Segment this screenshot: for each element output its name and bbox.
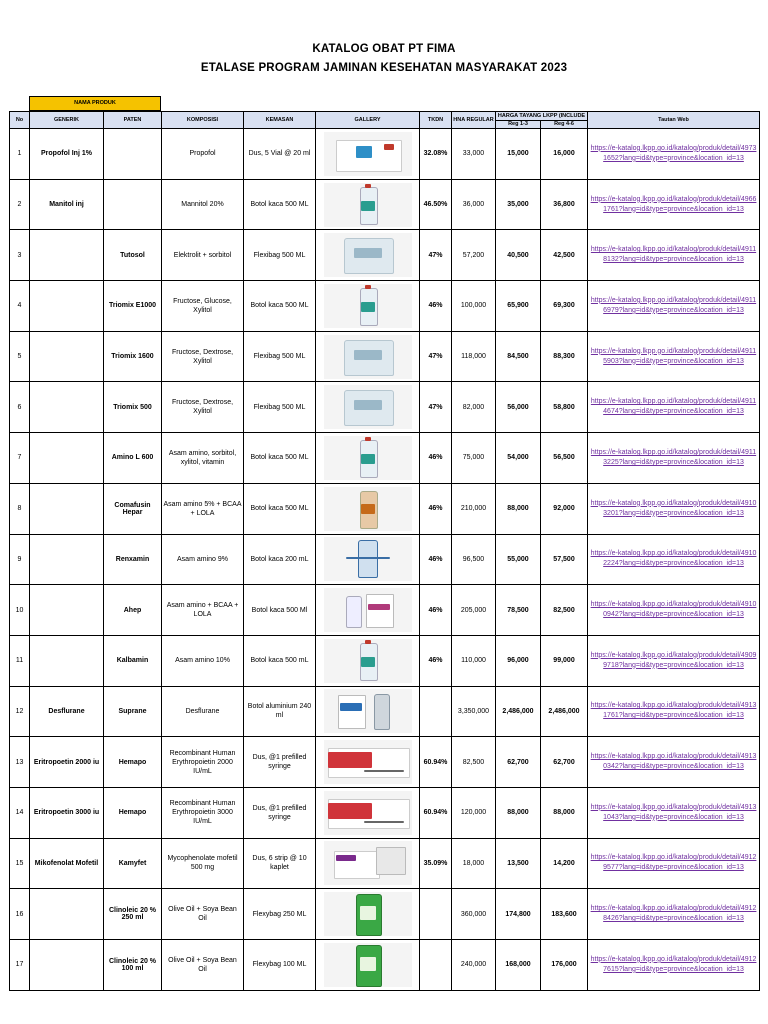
aluminium-bottle-icon [324, 689, 412, 733]
row-paten [104, 129, 162, 180]
vial-box-icon [324, 132, 412, 176]
row-tkdn: 46% [420, 433, 452, 484]
flexibag-icon [324, 233, 412, 277]
row-generik [30, 635, 104, 686]
row-no: 7 [10, 433, 30, 484]
row-tautan-link[interactable] [588, 230, 760, 281]
row-no: 11 [10, 635, 30, 686]
row-tautan-link[interactable] [588, 281, 760, 332]
row-generik [30, 889, 104, 940]
row-hna: 36,000 [452, 179, 496, 230]
row-reg13: 78,500 [496, 585, 541, 636]
row-generik [30, 534, 104, 585]
row-reg46: 88,000 [541, 787, 588, 838]
row-kemasan: Flexibag 500 ML [244, 230, 316, 281]
row-tkdn: 32.08% [420, 129, 452, 180]
row-kemasan: Dus, @1 prefilled syringe [244, 737, 316, 788]
green-bag-icon [324, 943, 412, 987]
row-gallery [316, 585, 420, 636]
row-tkdn: 46% [420, 281, 452, 332]
row-hna: 75,000 [452, 433, 496, 484]
row-paten: Kamyfet [104, 838, 162, 889]
link-text[interactable]: https://e-katalog.lkpp.go.id/katalog/produk/detail/49127615?lang=id&type=province&location_id=13 [590, 955, 757, 973]
row-generik [30, 382, 104, 433]
col-tautan: Tautan Web [588, 112, 760, 129]
link-text[interactable]: https://e-katalog.lkpp.go.id/katalog/produk/detail/49100942?lang=id&type=province&location_id=13 [590, 601, 757, 619]
row-no: 14 [10, 787, 30, 838]
row-reg13: 54,000 [496, 433, 541, 484]
row-paten: Clinoleic 20 % 100 ml [104, 940, 162, 991]
row-kemasan: Botol kaca 500 ML [244, 483, 316, 534]
row-kemasan: Flexybag 100 ML [244, 940, 316, 991]
glass-bottle-icon [324, 183, 412, 227]
row-no: 13 [10, 737, 30, 788]
row-no: 6 [10, 382, 30, 433]
row-gallery [316, 838, 420, 889]
row-kemasan: Dus, 5 Vial @ 20 ml [244, 129, 316, 180]
row-komposisi: Asam amino + BCAA + LOLA [162, 585, 244, 636]
row-gallery [316, 889, 420, 940]
row-reg46: 56,500 [541, 433, 588, 484]
row-no: 3 [10, 230, 30, 281]
row-no: 10 [10, 585, 30, 636]
row-reg13: 88,000 [496, 483, 541, 534]
row-reg13: 13,500 [496, 838, 541, 889]
link-text[interactable]: https://e-katalog.lkpp.go.id/katalog/produk/detail/49102224?lang=id&type=province&location_id=13 [590, 550, 757, 568]
green-bag-icon [324, 892, 412, 936]
row-komposisi: Asam amino 5% + BCAA + LOLA [162, 483, 244, 534]
infusion-set-icon [324, 537, 412, 581]
row-no: 1 [10, 129, 30, 180]
table-row [10, 787, 760, 838]
row-kemasan: Botol aluminium 240 ml [244, 686, 316, 737]
row-gallery [316, 129, 420, 180]
row-komposisi: Recombinant Human Erythropoietin 3000 IU/mL [162, 787, 244, 838]
row-reg46: 88,300 [541, 331, 588, 382]
row-generik [30, 230, 104, 281]
row-no: 8 [10, 483, 30, 534]
row-tautan-link[interactable] [588, 737, 760, 788]
glass-bottle-icon [324, 284, 412, 328]
col-gallery: GALLERY [316, 112, 420, 129]
row-gallery [316, 281, 420, 332]
row-komposisi: Propofol [162, 129, 244, 180]
row-komposisi: Asam amino 9% [162, 534, 244, 585]
row-kemasan: Botol kaca 500 ML [244, 179, 316, 230]
row-tautan-link[interactable] [588, 331, 760, 382]
row-kemasan: Botol kaca 500 ML [244, 281, 316, 332]
table-row [10, 433, 760, 484]
row-reg13: 88,000 [496, 787, 541, 838]
link-text[interactable]: https://e-katalog.lkpp.go.id/katalog/produk/detail/49129577?lang=id&type=province&location_id=13 [590, 854, 757, 872]
row-no: 17 [10, 940, 30, 991]
link-text[interactable]: https://e-katalog.lkpp.go.id/katalog/produk/detail/49128426?lang=id&type=province&location_id=13 [590, 905, 757, 923]
row-generik: Propofol Inj 1% [30, 129, 104, 180]
row-tkdn [420, 940, 452, 991]
row-no: 16 [10, 889, 30, 940]
link-text[interactable]: https://e-katalog.lkpp.go.id/katalog/produk/detail/49116979?lang=id&type=province&location_id=13 [590, 296, 757, 314]
row-reg13: 55,000 [496, 534, 541, 585]
row-kemasan: Flexibag 500 ML [244, 331, 316, 382]
row-tkdn: 46% [420, 635, 452, 686]
row-kemasan: Flexybag 250 ML [244, 889, 316, 940]
row-gallery [316, 483, 420, 534]
row-reg13: 168,000 [496, 940, 541, 991]
row-reg46: 176,000 [541, 940, 588, 991]
row-paten: Triomix 500 [104, 382, 162, 433]
row-paten: Kalbamin [104, 635, 162, 686]
table-row [10, 483, 760, 534]
row-reg13: 40,500 [496, 230, 541, 281]
table-row [10, 179, 760, 230]
row-generik [30, 940, 104, 991]
row-tkdn: 46.50% [420, 179, 452, 230]
col-reg46: Reg 4-6 [541, 121, 588, 129]
table-row [10, 281, 760, 332]
col-tkdn: TKDN [420, 112, 452, 129]
link-text[interactable]: https://e-katalog.lkpp.go.id/katalog/produk/detail/49731652?lang=id&type=province&location_id=13 [590, 144, 757, 162]
row-reg46: 14,200 [541, 838, 588, 889]
row-tautan-link[interactable] [588, 686, 760, 737]
row-generik: Manitol inj [30, 179, 104, 230]
link-text[interactable]: https://e-katalog.lkpp.go.id/katalog/produk/detail/49115903?lang=id&type=province&location_id=13 [590, 347, 757, 365]
row-reg46: 57,500 [541, 534, 588, 585]
row-gallery [316, 433, 420, 484]
table-row [10, 331, 760, 382]
table-row [10, 686, 760, 737]
product-catalog-table [9, 111, 760, 991]
row-gallery [316, 686, 420, 737]
col-harga-tayang: HARGA TAYANG LKPP (INCLUDE [496, 112, 588, 121]
row-generik [30, 433, 104, 484]
row-kemasan: Botol kaca 500 ML [244, 433, 316, 484]
table-row [10, 940, 760, 991]
row-tkdn: 46% [420, 585, 452, 636]
link-text[interactable]: https://e-katalog.lkpp.go.id/katalog/produk/detail/49131761?lang=id&type=province&location_id=13 [590, 702, 757, 720]
row-komposisi: Elektrolit + sorbitol [162, 230, 244, 281]
row-tkdn: 35.09% [420, 838, 452, 889]
row-gallery [316, 787, 420, 838]
row-gallery [316, 534, 420, 585]
link-text[interactable]: https://e-katalog.lkpp.go.id/katalog/produk/detail/49099718?lang=id&type=province&location_id=13 [590, 651, 757, 669]
link-text[interactable]: https://e-katalog.lkpp.go.id/katalog/produk/detail/49113225?lang=id&type=province&location_id=13 [590, 448, 757, 466]
row-gallery [316, 737, 420, 788]
row-kemasan: Dus, @1 prefilled syringe [244, 787, 316, 838]
row-gallery [316, 230, 420, 281]
row-tkdn: 60.94% [420, 737, 452, 788]
row-gallery [316, 940, 420, 991]
row-generik [30, 585, 104, 636]
row-tautan-link[interactable] [588, 433, 760, 484]
row-paten [104, 179, 162, 230]
link-text[interactable]: https://e-katalog.lkpp.go.id/katalog/produk/detail/49103201?lang=id&type=province&location_id=13 [590, 499, 757, 517]
row-tkdn: 60.94% [420, 787, 452, 838]
row-hna: 110,000 [452, 635, 496, 686]
table-row [10, 838, 760, 889]
row-hna: 82,500 [452, 737, 496, 788]
row-paten: Hemapo [104, 787, 162, 838]
flexibag-icon [324, 335, 412, 379]
row-hna: 100,000 [452, 281, 496, 332]
nama-produk-header: NAMA PRODUK [29, 96, 161, 111]
row-reg13: 96,000 [496, 635, 541, 686]
row-hna: 205,000 [452, 585, 496, 636]
catalog-body [10, 129, 760, 991]
row-no: 4 [10, 281, 30, 332]
row-paten: Ahep [104, 585, 162, 636]
row-kemasan: Flexibag 500 ML [244, 382, 316, 433]
row-generik: Mikofenolat Mofetil [30, 838, 104, 889]
table-row [10, 585, 760, 636]
link-text[interactable]: https://e-katalog.lkpp.go.id/katalog/produk/detail/49114674?lang=id&type=province&location_id=13 [590, 398, 757, 416]
row-tkdn: 47% [420, 230, 452, 281]
row-reg13: 56,000 [496, 382, 541, 433]
row-tautan-link[interactable] [588, 483, 760, 534]
row-reg46: 69,300 [541, 281, 588, 332]
link-text[interactable]: https://e-katalog.lkpp.go.id/katalog/produk/detail/49130342?lang=id&type=province&location_id=13 [590, 753, 757, 771]
row-reg13: 174,800 [496, 889, 541, 940]
row-komposisi: Fructose, Dextrose, Xylitol [162, 382, 244, 433]
table-row [10, 889, 760, 940]
row-reg13: 2,486,000 [496, 686, 541, 737]
row-reg46: 92,000 [541, 483, 588, 534]
col-paten: PATEN [104, 112, 162, 129]
row-hna: 360,000 [452, 889, 496, 940]
table-row [10, 737, 760, 788]
row-komposisi: Recombinant Human Erythropoietin 2000 IU/mL [162, 737, 244, 788]
row-hna: 33,000 [452, 129, 496, 180]
tablet-box-icon [324, 841, 412, 885]
row-reg46: 183,600 [541, 889, 588, 940]
row-komposisi: Olive Oil + Soya Bean Oil [162, 940, 244, 991]
col-komposisi: KOMPOSISI [162, 112, 244, 129]
row-paten: Renxamin [104, 534, 162, 585]
col-generik: GENERIK [30, 112, 104, 129]
row-no: 12 [10, 686, 30, 737]
row-hna: 240,000 [452, 940, 496, 991]
row-hna: 96,500 [452, 534, 496, 585]
row-tkdn: 46% [420, 483, 452, 534]
row-tkdn: 47% [420, 382, 452, 433]
row-reg13: 35,000 [496, 179, 541, 230]
row-tkdn [420, 686, 452, 737]
row-no: 5 [10, 331, 30, 382]
bottle-box-icon [324, 588, 412, 632]
link-text[interactable]: https://e-katalog.lkpp.go.id/katalog/produk/detail/49118132?lang=id&type=province&location_id=13 [590, 246, 757, 264]
row-generik [30, 483, 104, 534]
row-gallery [316, 331, 420, 382]
row-no: 9 [10, 534, 30, 585]
row-tautan-link[interactable] [588, 838, 760, 889]
row-paten: Comafusin Hepar [104, 483, 162, 534]
row-tkdn [420, 889, 452, 940]
row-tkdn: 46% [420, 534, 452, 585]
table-row [10, 230, 760, 281]
row-no: 15 [10, 838, 30, 889]
row-gallery [316, 179, 420, 230]
row-tautan-link[interactable] [588, 179, 760, 230]
flexibag-icon [324, 385, 412, 429]
row-paten: Triomix 1600 [104, 331, 162, 382]
row-reg46: 36,800 [541, 179, 588, 230]
col-kemasan: KEMASAN [244, 112, 316, 129]
row-paten: Hemapo [104, 737, 162, 788]
row-reg13: 84,500 [496, 331, 541, 382]
row-komposisi: Fructose, Dextrose, Xylitol [162, 331, 244, 382]
glass-bottle-icon [324, 639, 412, 683]
table-row [10, 129, 760, 180]
catalog-title: KATALOG OBAT PT FIMA [312, 43, 456, 55]
row-tautan-link[interactable] [588, 889, 760, 940]
row-no: 2 [10, 179, 30, 230]
row-komposisi: Desflurane [162, 686, 244, 737]
row-tautan-link[interactable] [588, 382, 760, 433]
row-komposisi: Asam amino 10% [162, 635, 244, 686]
syringe-box-icon [324, 740, 412, 784]
row-generik [30, 281, 104, 332]
glass-bottle-icon [324, 436, 412, 480]
row-reg46: 82,500 [541, 585, 588, 636]
row-hna: 3,350,000 [452, 686, 496, 737]
row-tautan-link[interactable] [588, 129, 760, 180]
row-komposisi: Fructose, Glucose, Xylitol [162, 281, 244, 332]
row-reg46: 2,486,000 [541, 686, 588, 737]
row-tautan-link[interactable] [588, 635, 760, 686]
row-reg13: 15,000 [496, 129, 541, 180]
row-komposisi: Asam amino, sorbitol, xylitol, vitamin [162, 433, 244, 484]
table-row [10, 534, 760, 585]
row-tautan-link[interactable] [588, 940, 760, 991]
row-paten: Tutosol [104, 230, 162, 281]
link-text[interactable]: https://e-katalog.lkpp.go.id/katalog/produk/detail/49661761?lang=id&type=province&location_id=13 [590, 195, 757, 213]
row-tautan-link[interactable] [588, 534, 760, 585]
col-reg13: Reg 1-3 [496, 121, 541, 129]
row-reg46: 42,500 [541, 230, 588, 281]
row-generik [30, 331, 104, 382]
table-row [10, 382, 760, 433]
row-hna: 82,000 [452, 382, 496, 433]
row-paten: Clinoleic 20 % 250 ml [104, 889, 162, 940]
row-reg46: 16,000 [541, 129, 588, 180]
row-paten: Suprane [104, 686, 162, 737]
col-no: No [10, 112, 30, 129]
row-generik: Eritropoetin 3000 iu [30, 787, 104, 838]
row-kemasan: Botol kaca 200 mL [244, 534, 316, 585]
row-komposisi: Mycophenolate mofetil 500 mg [162, 838, 244, 889]
row-reg13: 65,900 [496, 281, 541, 332]
catalog-subtitle: ETALASE PROGRAM JAMINAN KESEHATAN MASYARAKAT 2023 [200, 62, 568, 74]
row-reg46: 62,700 [541, 737, 588, 788]
row-kemasan: Botol kaca 500 Ml [244, 585, 316, 636]
row-hna: 57,200 [452, 230, 496, 281]
row-tkdn: 47% [420, 331, 452, 382]
row-kemasan: Botol kaca 500 mL [244, 635, 316, 686]
row-generik: Eritropoetin 2000 iu [30, 737, 104, 788]
row-hna: 18,000 [452, 838, 496, 889]
row-tautan-link[interactable] [588, 585, 760, 636]
row-hna: 118,000 [452, 331, 496, 382]
row-hna: 120,000 [452, 787, 496, 838]
syringe-box-icon [324, 791, 412, 835]
link-text[interactable]: https://e-katalog.lkpp.go.id/katalog/produk/detail/49131043?lang=id&type=province&location_id=13 [590, 803, 757, 821]
col-hna: HNA REGULAR [452, 112, 496, 129]
row-paten: Triomix E1000 [104, 281, 162, 332]
row-paten: Amino L 600 [104, 433, 162, 484]
row-reg46: 58,800 [541, 382, 588, 433]
row-komposisi: Olive Oil + Soya Bean Oil [162, 889, 244, 940]
row-reg46: 99,000 [541, 635, 588, 686]
row-generik: Desflurane [30, 686, 104, 737]
table-row [10, 635, 760, 686]
row-gallery [316, 635, 420, 686]
row-tautan-link[interactable] [588, 787, 760, 838]
row-reg13: 62,700 [496, 737, 541, 788]
row-kemasan: Dus, 6 strip @ 10 kaplet [244, 838, 316, 889]
amber-bottle-icon [324, 487, 412, 531]
row-gallery [316, 382, 420, 433]
row-komposisi: Mannitol 20% [162, 179, 244, 230]
row-hna: 210,000 [452, 483, 496, 534]
